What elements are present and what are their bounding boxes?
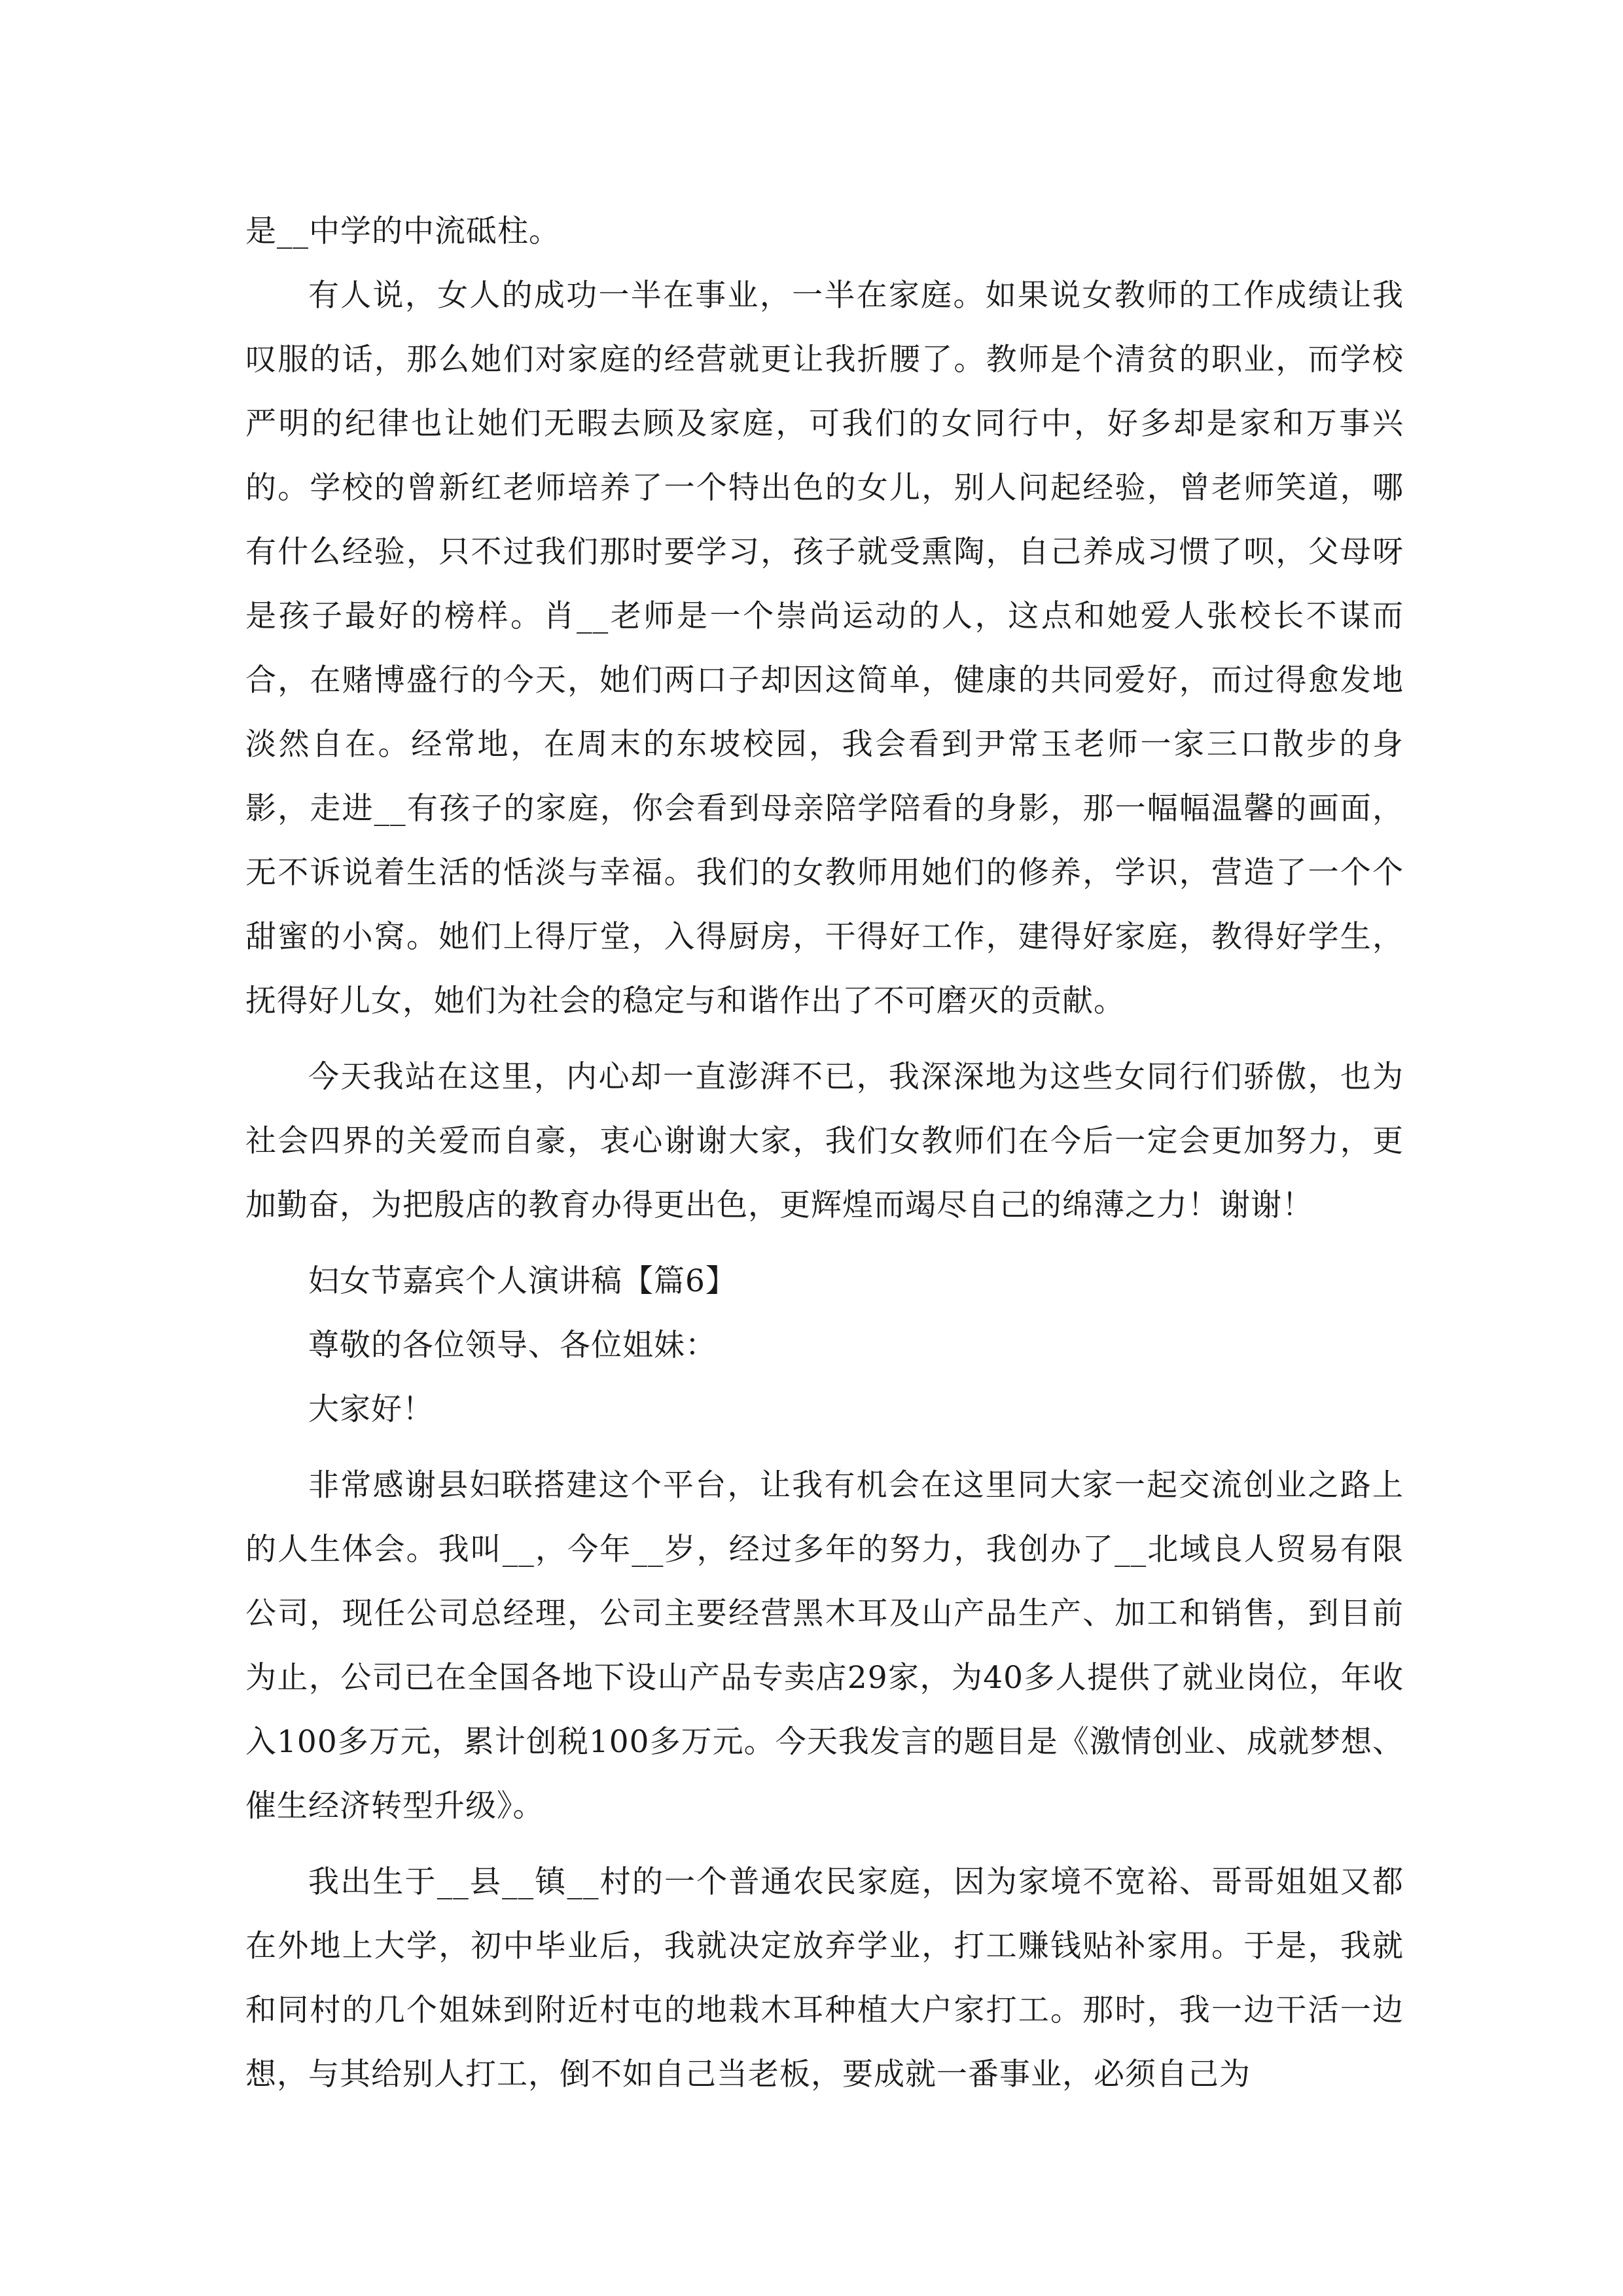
document-body xyxy=(245,200,1404,2119)
greeting: 大家好！ xyxy=(308,1391,434,1427)
paragraph-female-teachers-family: 有人说，女人的成功一半在事业，一半在家庭。如果说女教师的工作成绩让我叹服的话，那么她们对家庭的经营就更让我折腰了。教师是个清贫的职业，而学校严明的纪律也让她们无暇去顾及家庭，可我们的女同行中，好多却是家和万事兴的。学校的曾新红老师培养了一个特出色的女儿，别人问起经验，曾老师笑道，哪有什么经验，只不过我们那时要学习，孩子就受熏陶，自己养成习惯了呗，父母呀是孩子最好的榜样。肖__老师是一个崇尚运动的人，这点和她爱人张校长不谋而合，在赌博盛行的今天，她们两口子却因这简单，健康的共同爱好，而过得愈发地淡然自在。经常地，在周末的东坡校园，我会看到尹常玉老师一家三口散步的身影，走进__有孩子的家庭，你会看到母亲陪学陪看的身影，那一幅幅温馨的画面，无不诉说着生活的恬淡与幸福。我们的女教师用她们的修养，学识，营造了一个个甜蜜的小窝。她们上得厅堂，入得厨房，干得好工作，建得好家庭，教得好学生，抚得好儿女，她们为社会的稳定与和谐作出了不可磨灭的贡献。 xyxy=(245,278,1404,1019)
paragraph-closing-thanks: 今天我站在这里，内心却一直澎湃不已，我深深地为这些女同行们骄傲，也为社会四界的关爱而自豪，衷心谢谢大家，我们女教师们在今后一定会更加努力，更加勤奋，为把殷店的教育办得更出色，更辉煌而竭尽自己的绵薄之力！谢谢！ xyxy=(245,1059,1404,1223)
paragraph-continuation: 是__中学的中流砥柱。 xyxy=(245,213,560,249)
section-heading: 妇女节嘉宾个人演讲稿【篇6】 xyxy=(308,1263,737,1299)
paragraph-background: 我出生于__县__镇__村的一个普通农民家庭，因为家境不宽裕、哥哥姐姐又都在外地上大学，初中毕业后，我就决定放弃学业，打工赚钱贴补家用。于是，我就和同村的几个姐妹到附近村屯的地栽木耳种植大户家打工。那时，我一边干活一边想，与其给别人打工，倒不如自己当老板，要成就一番事业，必须自己为 xyxy=(245,1864,1404,2092)
paragraph-introduction: 非常感谢县妇联搭建这个平台，让我有机会在这里同大家一起交流创业之路上的人生体会。我叫__，今年__岁，经过多年的努力，我创办了__北域良人贸易有限公司，现任公司总经理，公司主要经营黑木耳及山产品生产、加工和销售，到目前为止，公司已在全国各地下设山产品专卖店29家，为40多人提供了就业岗位，年收入100多万元，累计创税100多万元。今天我发言的题目是《激情创业、成就梦想、催生经济转型升级》。 xyxy=(245,1467,1404,1824)
salutation: 尊敬的各位领导、各位姐妹： xyxy=(308,1327,717,1363)
